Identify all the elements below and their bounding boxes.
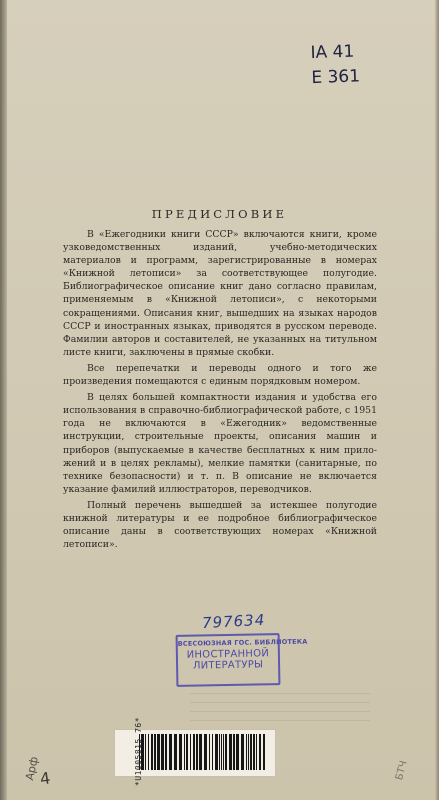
barcode-bar: [221, 734, 222, 770]
barcode-bar: [233, 734, 235, 770]
barcode-bar: [174, 734, 177, 770]
barcode-bar: [204, 734, 207, 770]
preface-title: ПРЕДИСЛОВИЕ: [151, 207, 288, 221]
pencil-note-right: БТЧ: [394, 759, 410, 782]
barcode-bar: [236, 734, 239, 770]
barcode-bar: [209, 734, 210, 770]
barcode-bar: [225, 734, 227, 770]
preface-paragraph-3: В целях большей компактности издания и удобства его использования в справочно-библиографической работе, с 1951 года не включаются в «Ежегодник» ведомственные инструкции, строительные проекты, описания машин и приборов (выпускаемые в качестве бесплатных к ним приложений и в целях рекламы), мелкие памятки (санитарные, по технике безопасности) и т. п. В описание не включается указание фамилий иллюстраторов, переводчиков.: [63, 392, 377, 495]
shelf-mark: [310, 39, 374, 91]
barcode-bar: [253, 734, 255, 770]
barcode-bar: [199, 734, 202, 770]
barcode-bar: [154, 734, 156, 770]
preface-paragraph-2: Все перепечатки и переводы одного и того же произведения помещаются с единым порядковым номером.: [63, 362, 377, 388]
library-stamp: [176, 633, 308, 687]
barcode-bar: [256, 734, 257, 770]
barcode-bar: [212, 734, 213, 770]
barcode-bar: [250, 734, 252, 770]
barcode-bar: [151, 734, 153, 770]
pencil-note-left: Арф: [23, 755, 41, 782]
preface-paragraph-4: Полный перечень вышедшей за истекшее полугодие книжной литературы и ее подробное библиографическое описание даны в соответствующих номерах «Книжной летописи».: [63, 499, 377, 551]
barcode-bar: [246, 734, 247, 770]
library-stamp-line-1: ВСЕСОЮЗНАЯ ГОС. БИБЛИОТЕКА: [177, 637, 308, 648]
barcode-bar: [157, 734, 160, 770]
barcode-bar: [165, 734, 167, 770]
library-stamp-line-3: ЛИТЕРАТУРЫ: [192, 659, 264, 672]
shelf-mark-line-1: IA 41: [310, 41, 355, 64]
barcode-bar: [223, 734, 224, 770]
barcode-bar: [193, 734, 195, 770]
preface-paragraph-1: В «Ежегодники книги СССР» включаются книги, кроме узковедомственных изданий, учебно-методических материалов и программ, зарегистрированные в номерах «Книжной летописи» за соответствующее полугодие. Библиографическое описание книг дано согласно правилам, применяемым в «Книжной летописи», с некоторыми сокращениями. Описания книг, вышедших на языках народов СССР и иностранных языках, приводятся в русском переводе. Фамилии авторов и составителей, не указанных на титульном листе книги, заключены в прямые скобки.: [63, 229, 377, 358]
barcode-bars: [137, 733, 269, 771]
preface-body: [63, 228, 377, 554]
barcode-number: *U1005815 76*: [134, 716, 144, 787]
barcode-bar: [241, 734, 244, 770]
barcode-bar: [229, 734, 232, 770]
inventory-number: 797634: [201, 610, 266, 633]
page-left-edge: [0, 0, 7, 800]
show-through-lines: [190, 693, 370, 733]
barcode-bar: [196, 734, 198, 770]
barcode-number-wrap: [118, 716, 144, 787]
barcode-bar: [190, 734, 191, 770]
barcode-bar: [259, 734, 261, 770]
pencil-note-number: 4: [38, 768, 52, 789]
barcode-bar: [184, 734, 185, 770]
library-stamp-line-2: ИНОСТРАННОЙ: [186, 648, 270, 661]
barcode-bar: [219, 734, 220, 770]
shelf-mark-line-2: E 361: [311, 66, 361, 89]
barcode-bar: [145, 734, 146, 770]
page-right-edge: [435, 0, 439, 800]
barcode-bar: [248, 734, 249, 770]
barcode-bar: [148, 734, 149, 770]
barcode-bar: [186, 734, 188, 770]
barcode-bar: [161, 734, 164, 770]
barcode-bar: [169, 734, 172, 770]
barcode-bar: [179, 734, 182, 770]
barcode-bar: [263, 734, 265, 770]
barcode-bar: [215, 734, 218, 770]
